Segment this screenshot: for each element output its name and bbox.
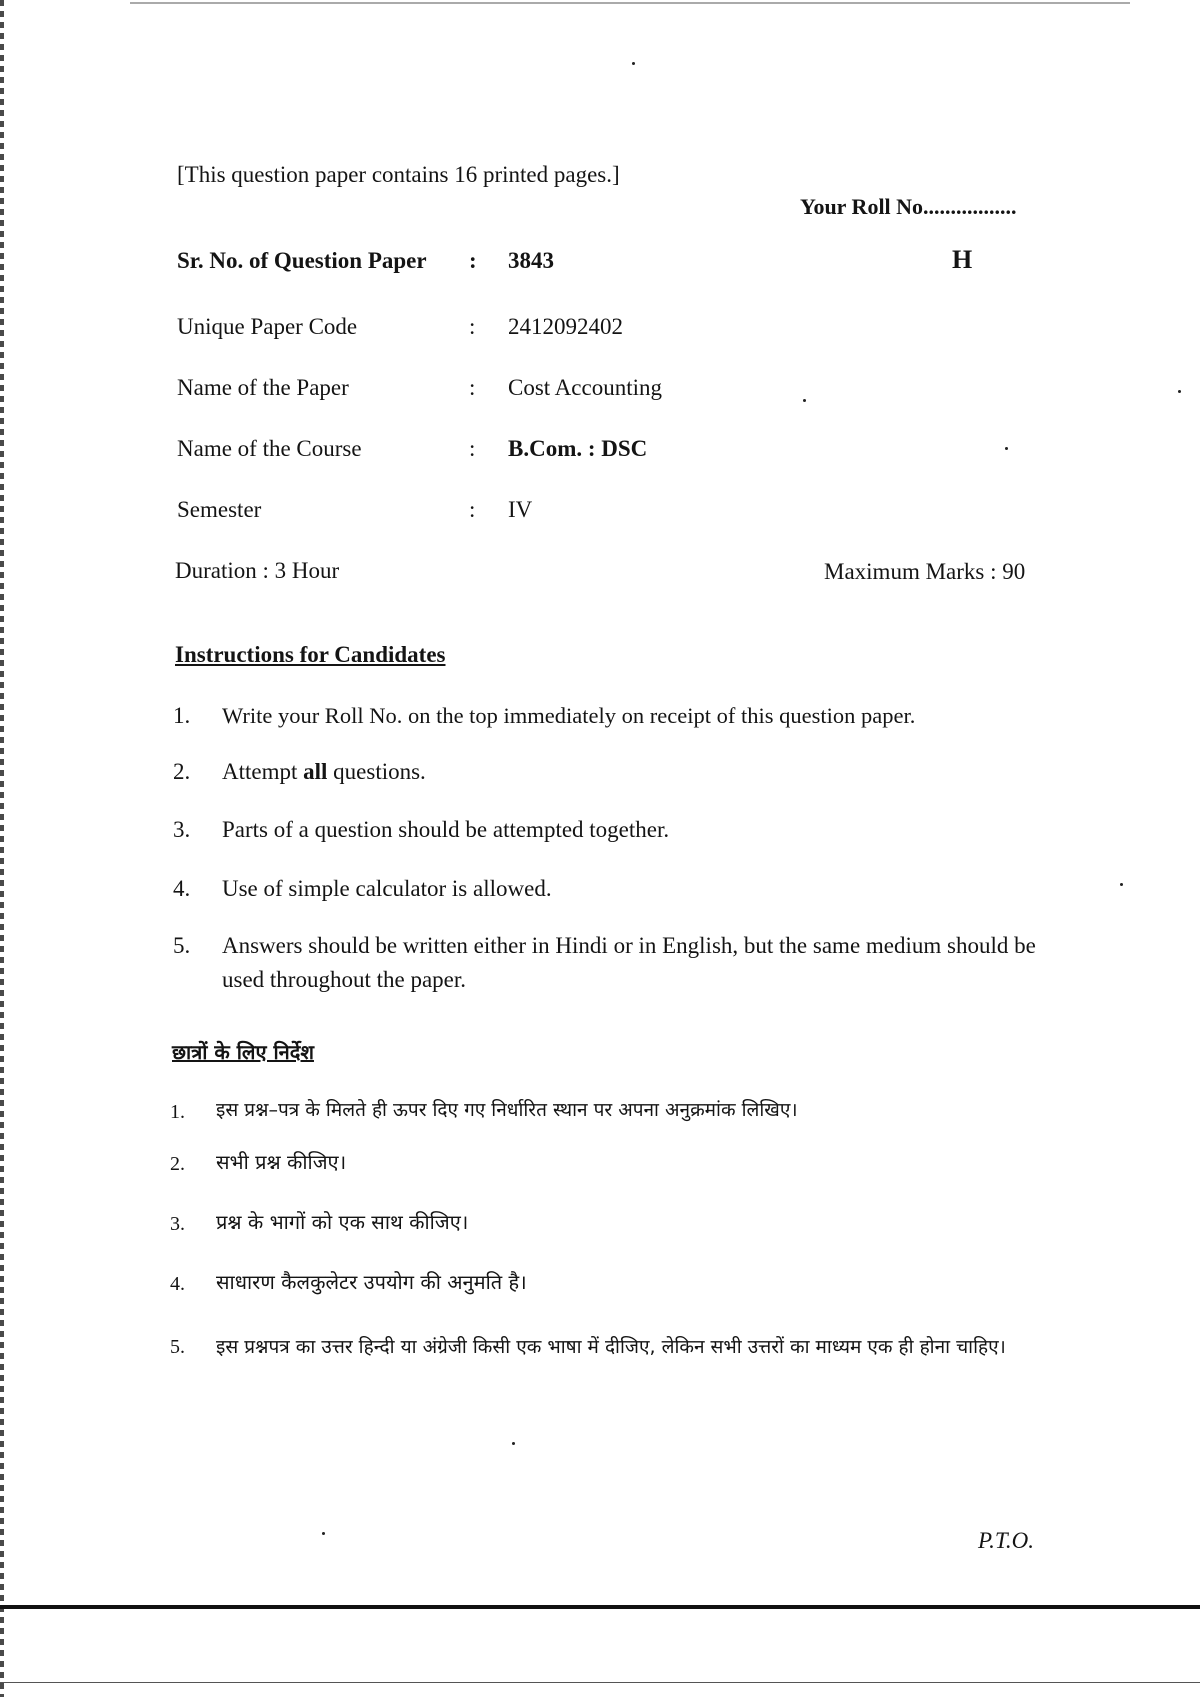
instruction-number: 3. [170, 1213, 185, 1235]
instructions-heading-en: Instructions for Candidates [175, 642, 446, 667]
instruction-number: 4. [170, 1273, 185, 1295]
instruction-text: इस प्रश्न–पत्र के मिलते ही ऊपर दिए गए निर्धारित स्थान पर अपना अनुक्रमांक लिखिए। [216, 1099, 798, 1121]
page-bottom-edge [0, 1682, 1200, 1683]
instruction-number: 5. [173, 933, 191, 958]
scan-speck [1005, 447, 1008, 450]
pages-note: [This question paper contains 16 printed pages.] [177, 162, 620, 187]
roll-number-field: Your Roll No................. [800, 194, 1017, 219]
instruction-text: सभी प्रश्न कीजिए। [216, 1150, 347, 1174]
instruction-number: 4. [173, 876, 191, 901]
instruction-text: Answers should be written either in Hindi or in English, but the same medium should be used throughout the paper. [222, 933, 1036, 992]
instruction-text: साधारण कैलकुलेटर उपयोग की अनुमति है। [216, 1270, 527, 1294]
detail-separator: : [469, 436, 476, 461]
scan-speck [1178, 390, 1181, 393]
scan-edge-top [130, 2, 1130, 4]
scan-speck [512, 1442, 515, 1445]
instruction-text: Use of simple calculator is allowed. [222, 876, 552, 901]
detail-label: Sr. No. of Question Paper [177, 248, 427, 273]
detail-value: 3843 [508, 248, 554, 273]
duration: Duration : 3 Hour [175, 558, 340, 583]
detail-value: 2412092402 [508, 314, 623, 339]
detail-label: Name of the Paper [177, 375, 349, 400]
detail-value: IV [508, 497, 533, 522]
detail-label: Semester [177, 497, 262, 522]
instruction-number: 1. [173, 703, 191, 728]
instruction-text: Attempt all questions. [222, 759, 426, 784]
instruction-text: इस प्रश्नपत्र का उत्तर हिन्दी या अंग्रेजी किसी एक भाषा में दीजिए, लेकिन सभी उत्तरों का माध्यम एक ही होना चाहिए। [216, 1336, 1006, 1358]
instruction-number: 3. [173, 817, 191, 842]
detail-label: Name of the Course [177, 436, 362, 461]
instruction-text: Write your Roll No. on the top immediately on receipt of this question paper. [222, 703, 916, 728]
instructions-heading-hi: छात्रों के लिए निर्देश [172, 1040, 314, 1064]
detail-separator: : [469, 375, 476, 400]
page-turn-note: P.T.O. [978, 1528, 1035, 1553]
scan-edge-left [0, 0, 4, 1697]
page-bottom-rule [0, 1605, 1200, 1609]
scan-speck [803, 399, 806, 402]
detail-value: B.Com. : DSC [508, 436, 648, 461]
maximum-marks: Maximum Marks : 90 [824, 559, 1026, 584]
detail-separator: : [469, 497, 476, 522]
detail-label: Unique Paper Code [177, 314, 358, 339]
emphasis: all [303, 759, 328, 784]
instruction-number: 1. [170, 1101, 185, 1123]
instruction-number: 2. [173, 759, 191, 784]
scan-speck [632, 62, 635, 65]
set-letter: H [952, 245, 973, 274]
detail-value: Cost Accounting [508, 375, 662, 400]
instruction-number: 5. [170, 1336, 185, 1358]
instruction-number: 2. [170, 1153, 185, 1175]
instruction-text: Parts of a question should be attempted together. [222, 817, 670, 842]
instruction-text: प्रश्न के भागों को एक साथ कीजिए। [216, 1210, 469, 1234]
detail-separator: : [469, 314, 476, 339]
detail-separator: : [469, 248, 477, 273]
scan-speck [322, 1532, 325, 1535]
scan-speck [1120, 883, 1123, 886]
